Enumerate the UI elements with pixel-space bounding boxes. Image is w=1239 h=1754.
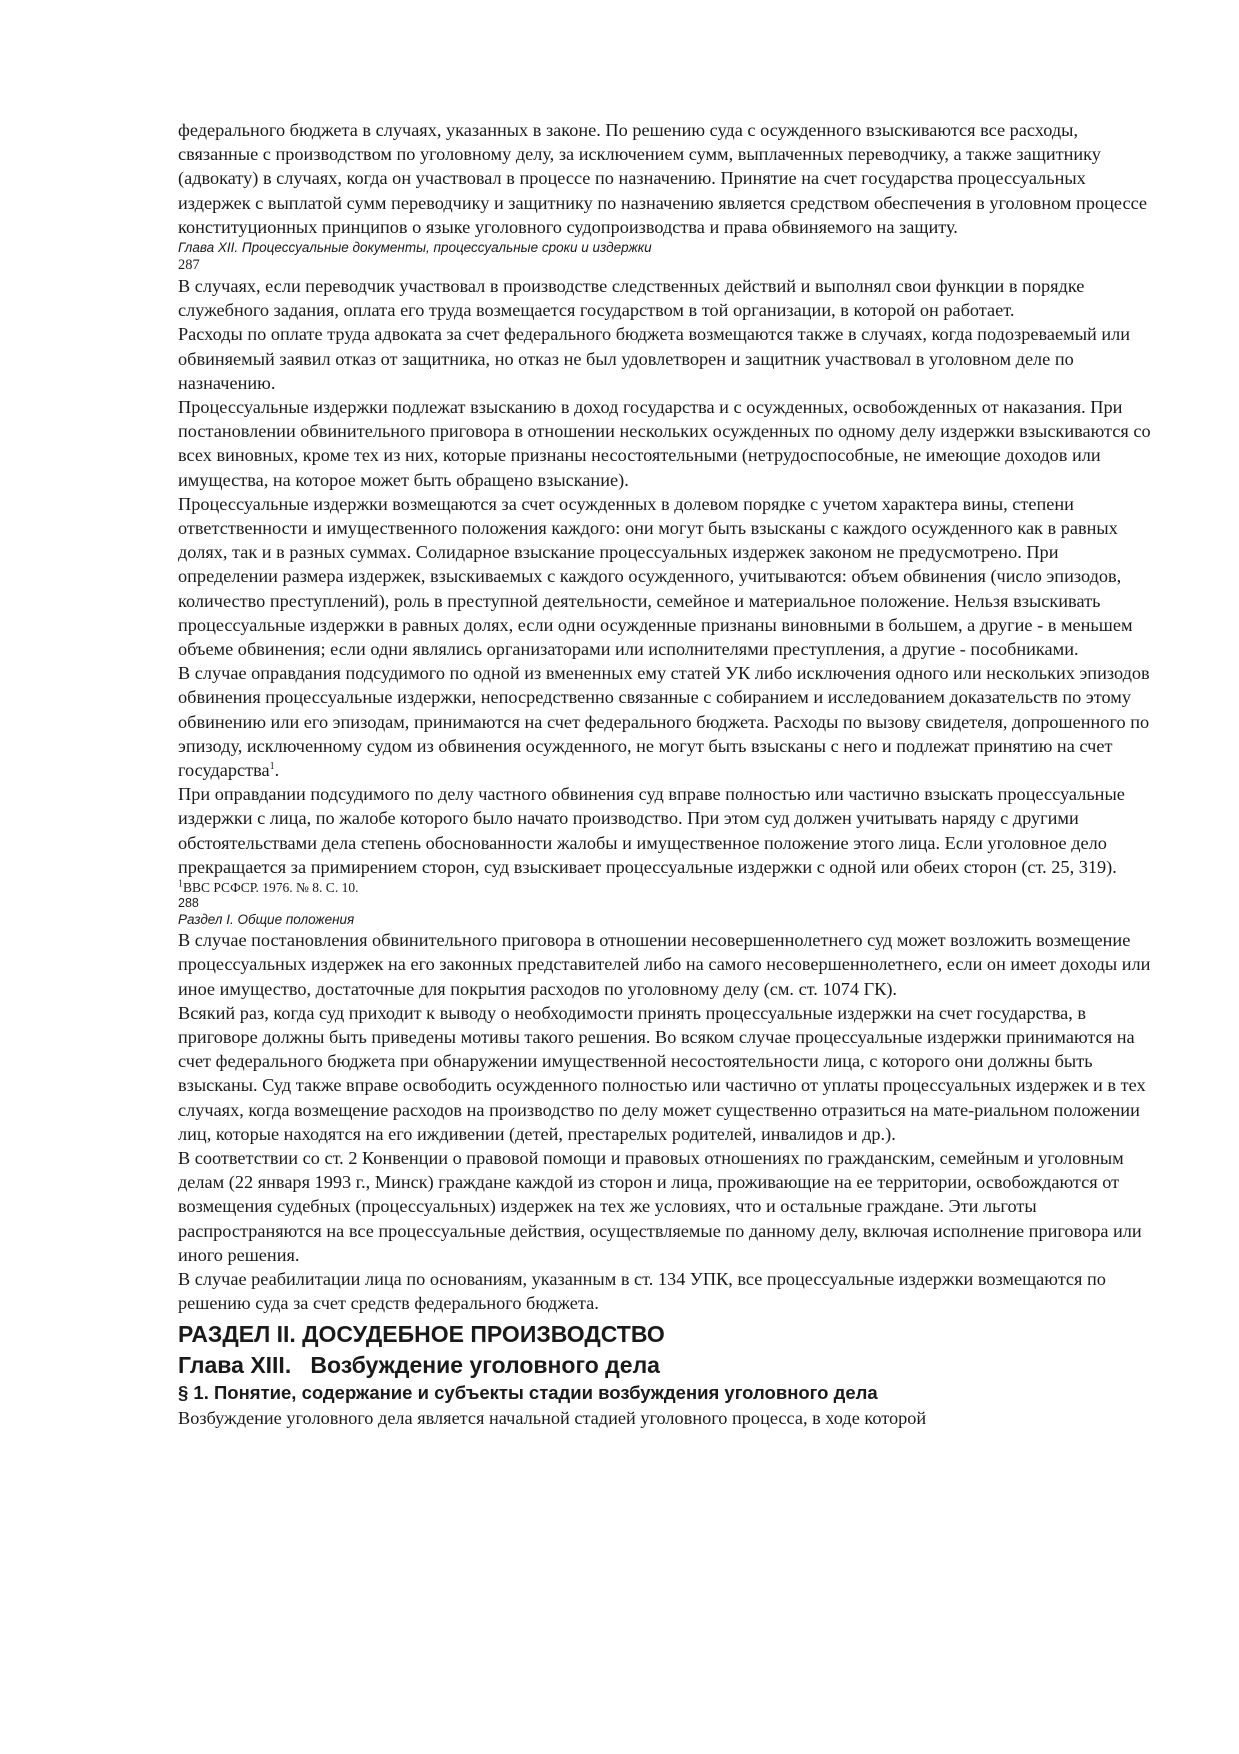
page-number: 288	[178, 896, 199, 911]
paragraph-heading: § 1. Понятие, содержание и субъекты стадии возбуждения уголовного дела	[178, 1382, 878, 1404]
page-number: 287	[178, 257, 200, 274]
paragraph-end: .	[274, 760, 280, 781]
footnote-text: ВВС РСФСР. 1976. № 8. С. 10.	[183, 880, 359, 896]
paragraph-with-footnote	[178, 661, 1154, 782]
chapter-heading: Глава XIII. Возбуждение уголовного дела	[178, 1352, 660, 1379]
running-head: Раздел I. Общие положения	[178, 912, 355, 928]
footnote-mark: 1	[178, 878, 183, 890]
document-page	[178, 118, 1154, 1431]
paragraph: федерального бюджета в случаях, указанных в законе. По решению суда с осужденного взыскиваются все расходы, связанные с производством по уголовному делу, за исключением сумм, выплаченных переводчику, а также защитнику (адвокату) в случаях, когда он участвовал в процессе по назначению. Принятие на счет государства процессуальных издержек с выплатой сумм переводчику и защитнику по назначению является средством обеспечения в уголовном процессе конституционных принципов о языке уголовного судопроизводства и права обвиняемого на защиту.	[178, 120, 1148, 237]
paragraph: Процессуальные издержки подлежат взысканию в доход государства и с осужденных, освобожденных от наказания. При постановлении обвинительного приговора в отношении нескольких осужденных по одному делу издержки взыскиваются со всех виновных, кроме тех из них, которые признаны несостоятельными (нетрудоспособные, не имеющие доходов или имущества, на которое может быть обращено взыскание).	[178, 397, 1151, 490]
running-head: Глава XII. Процессуальные документы, процессуальные сроки и издержки	[178, 240, 652, 256]
paragraph: В случае реабилитации лица по основаниям, указанным в ст. 134 УПК, все процессуальные издержки возмещаются по решению суда за счет средств федерального бюджета.	[178, 1268, 1106, 1314]
footnote-reference: 1	[269, 760, 275, 772]
paragraph: В случае постановления обвинительного приговора в отношении несовершеннолетнего суд может возложить возмещение процессуальных издержек на его законных представителей либо на самого несовершеннолетнего, если он имеет доходы или иное имущество, достаточные для покрытия расходов по уголовному делу (см. ст. 1074 ГК).	[178, 930, 1151, 999]
paragraph: Процессуальные издержки возмещаются за счет осужденных в долевом порядке с учетом характера вины, степени ответственности и имущественного положения каждого: они могут быть взысканы с каждого осужденного как в равных долях, так и в разных суммах. Солидарное взыскание процессуальных издержек законом не предусмотрено. При определении размера издержек, взыскиваемых с каждого осужденного, учитываются: объем обвинения (число эпизодов, количество преступлений), роль в преступной деятельности, семейное и материальное положение. Нельзя взыскивать процессуальные издержки в равных долях, если одни осужденные признаны виновными в большем, а другие - в меньшем объеме обвинения; если одни являлись организаторами или исполнителями преступления, а другие - пособниками.	[178, 493, 1133, 660]
paragraph: В соответствии со ст. 2 Конвенции о правовой помощи и правовых отношениях по гражданским, семейным и уголовным делам (22 января 1993 г., Минск) граждане каждой из сторон и лица, проживающие на ее территории, освобождаются от возмещения судебных (процессуальных) издержек на тех же условиях, что и остальные граждане. Эти льготы распространяются на все процессуальные действия, осуществляемые по данному делу, включая исполнение приговора или иного решения.	[178, 1147, 1142, 1265]
paragraph: При оправдании подсудимого по делу частного обвинения суд вправе полностью или частично взыскать процессуальные издержки с лица, по жалобе которого было начато производство. При этом суд должен учитывать наряду с другими обстоятельствами дела степень обоснованности жалобы и имущественное положение этого лица. Если уголовное дело прекращается за примирением сторон, суд взыскивает процессуальные издержки с одной или обеих сторон (ст. 25, 319).	[178, 784, 1125, 877]
section-heading: РАЗДЕЛ II. ДОСУДЕБНОЕ ПРОИЗВОДСТВО	[178, 1321, 665, 1348]
paragraph: Всякий раз, когда суд приходит к выводу о необходимости принять процессуальные издержки на счет государства, в приговоре должны быть приведены мотивы такого решения. Во всяком случае процессуальные издержки принимаются на счет федерального бюджета при обнаружении имущественной несостоятельности лица, с которого они должны быть взысканы. Суд также вправе освободить осужденного полностью или частично от уплаты процессуальных издержек и в тех случаях, когда возмещение расходов на производство по делу может существенно отразиться на мате-риальном положении лиц, которые находятся на его иждивении (детей, престарелых родителей, инвалидов и др.).	[178, 1002, 1146, 1144]
paragraph-text: В случае оправдания подсудимого по одной из вмененных ему статей УК либо исключения одного или нескольких эпизодов обвинения процессуальные издержки, непосредственно связанные с собиранием и исследованием доказательств по этому обвинению или его эпизодам, принимаются на счет федерального бюджета. Расходы по вызову свидетеля, допрошенного по эпизоду, исключенному судом из обвинения осужденного, не могут быть взысканы с него и подлежат принятию на счет государства	[178, 663, 1150, 781]
paragraph: В случаях, если переводчик участвовал в производстве следственных действий и выполнял свои функции в порядке служебного задания, оплата его труда возмещается государством в той организации, в которой он работает.	[178, 276, 1085, 321]
footnote	[178, 879, 1154, 896]
paragraph: Возбуждение уголовного дела является начальной стадией уголовного процесса, в ходе которой	[178, 1408, 927, 1429]
paragraph: Расходы по оплате труда адвоката за счет федерального бюджета возмещаются также в случаях, когда подозреваемый или обвиняемый заявил отказ от защитника, но отказ не был удовлетворен и защитник участвовал в уголовном деле по назначению.	[178, 324, 1131, 393]
